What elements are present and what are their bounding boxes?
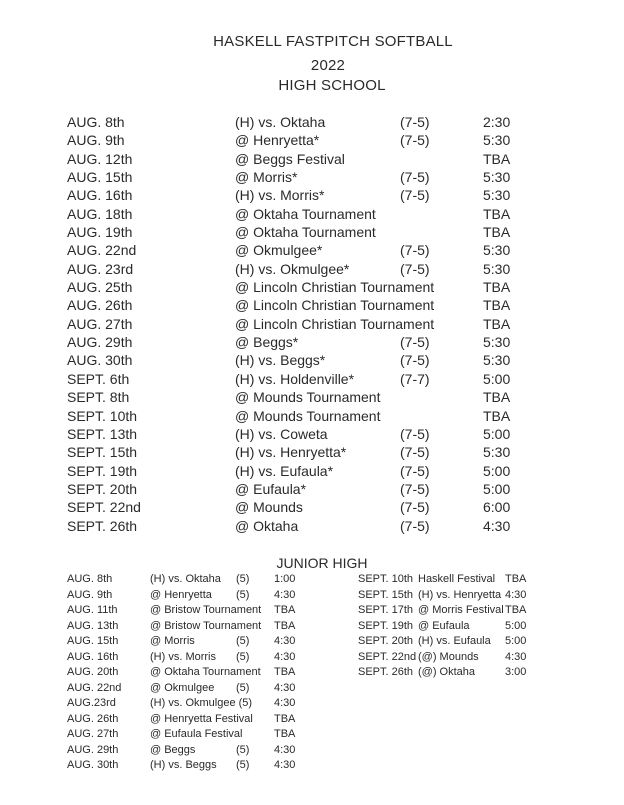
game-time: TBA bbox=[483, 389, 511, 406]
game-innings: (5) bbox=[236, 635, 250, 647]
game-opponent: (H) vs. Eufaula bbox=[418, 635, 491, 647]
game-innings: (7-5) bbox=[400, 114, 430, 130]
schedule-row bbox=[0, 131, 624, 149]
schedule-row bbox=[0, 425, 624, 443]
game-opponent: @ Henryetta bbox=[150, 588, 212, 601]
game-innings: (7-5) bbox=[400, 169, 430, 186]
schedule-row bbox=[0, 315, 624, 333]
game-opponent: (H) vs. Oktaha bbox=[235, 114, 326, 130]
game-date: AUG. 26th bbox=[67, 297, 133, 314]
game-time: TBA bbox=[483, 407, 511, 424]
game-time: 5:00 bbox=[483, 370, 511, 387]
game-opponent: @ Beggs* bbox=[235, 334, 299, 351]
game-date: SEPT. 10th bbox=[67, 407, 138, 424]
game-date: AUG. 8th bbox=[67, 114, 125, 130]
game-date: AUG. 30th bbox=[67, 759, 119, 771]
game-innings: (7-5) bbox=[400, 260, 430, 277]
game-time: 5:30 bbox=[483, 242, 511, 259]
schedule-row bbox=[0, 278, 624, 296]
game-opponent: @ Mounds bbox=[235, 499, 303, 516]
game-opponent: @ Okmulgee bbox=[150, 681, 215, 694]
schedule-row bbox=[0, 712, 340, 728]
game-time: 4:30 bbox=[505, 588, 527, 601]
game-opponent: @ Morris Festival bbox=[418, 604, 504, 616]
game-innings: (7-5) bbox=[400, 444, 430, 461]
game-opponent: @ Okmulgee* bbox=[235, 242, 323, 259]
game-time: 5:30 bbox=[483, 132, 511, 149]
game-innings: (5) bbox=[236, 588, 250, 601]
game-time: 4:30 bbox=[483, 517, 511, 534]
game-date: AUG. 23rd bbox=[67, 260, 134, 277]
game-date: SEPT. 8th bbox=[67, 389, 130, 406]
schedule-row bbox=[0, 603, 624, 619]
schedule-row bbox=[0, 205, 624, 223]
junior-high-schedule-right bbox=[0, 572, 624, 681]
game-opponent: @ Oktaha Tournament bbox=[235, 205, 376, 222]
schedule-row bbox=[0, 727, 340, 743]
game-innings: (7-5) bbox=[400, 132, 430, 149]
game-date: SEPT. 26th bbox=[358, 666, 414, 678]
game-time: TBA bbox=[274, 604, 296, 616]
schedule-year: 2022 bbox=[310, 57, 346, 74]
game-opponent: @ Bristow Tournament bbox=[150, 604, 262, 616]
game-opponent: (H) vs. Morris bbox=[150, 650, 216, 663]
game-time: 1:00 bbox=[274, 573, 296, 585]
game-time: 5:00 bbox=[483, 462, 511, 479]
game-time: 4:30 bbox=[505, 650, 527, 663]
schedule-row bbox=[0, 517, 624, 535]
game-date: AUG. 22nd bbox=[67, 681, 122, 694]
game-date: AUG. 15th bbox=[67, 635, 119, 647]
game-date: AUG. 11th bbox=[67, 604, 118, 616]
game-date: SEPT. 10th bbox=[358, 573, 414, 585]
game-time: 5:30 bbox=[483, 169, 511, 186]
game-time: 4:30 bbox=[274, 697, 296, 709]
game-opponent: @ Lincoln Christian Tournament bbox=[235, 279, 435, 296]
game-date: SEPT. 19th bbox=[67, 462, 138, 479]
game-opponent: @ Morris* bbox=[235, 169, 298, 186]
game-innings: (5) bbox=[236, 573, 250, 585]
schedule-title: HASKELL FASTPITCH SOFTBALL bbox=[213, 33, 453, 50]
game-opponent: (@) Oktaha bbox=[418, 666, 476, 678]
game-innings: (7-5) bbox=[400, 352, 430, 369]
game-opponent: @ Oktaha Tournament bbox=[235, 224, 376, 241]
game-date: AUG. 29th bbox=[67, 334, 133, 351]
game-date: SEPT. 15th bbox=[67, 444, 138, 461]
game-date: AUG. 15th bbox=[67, 169, 133, 186]
game-time: 4:30 bbox=[274, 681, 296, 694]
game-date: AUG. 25th bbox=[67, 279, 133, 296]
game-time: 5:30 bbox=[483, 187, 511, 204]
game-date: AUG. 18th bbox=[67, 205, 133, 222]
game-time: TBA bbox=[483, 205, 511, 222]
game-date: AUG. 29th bbox=[67, 743, 119, 756]
game-date: SEPT. 17th bbox=[358, 604, 414, 616]
schedule-row bbox=[0, 351, 624, 369]
schedule-row bbox=[0, 241, 624, 259]
game-opponent: @ Beggs bbox=[150, 743, 196, 756]
schedule-row bbox=[0, 370, 624, 388]
game-opponent: (H) vs. Beggs* bbox=[235, 352, 326, 369]
schedule-row bbox=[0, 588, 624, 604]
schedule-row bbox=[0, 743, 340, 759]
game-time: 5:30 bbox=[483, 444, 511, 461]
game-opponent: @ Mounds Tournament bbox=[235, 407, 381, 424]
game-innings: (7-5) bbox=[400, 242, 430, 259]
game-time: 3:00 bbox=[505, 666, 527, 678]
game-date: AUG. 27th bbox=[67, 728, 119, 740]
game-time: TBA bbox=[274, 619, 296, 632]
game-opponent: @ Henryetta* bbox=[235, 132, 320, 149]
game-date: AUG. 12th bbox=[67, 150, 133, 167]
schedule-row bbox=[0, 388, 624, 406]
schedule-row bbox=[0, 480, 624, 498]
game-opponent: @ Lincoln Christian Tournament bbox=[235, 297, 435, 314]
game-time: 6:00 bbox=[483, 499, 511, 516]
game-opponent: (H) vs. Coweta bbox=[235, 425, 328, 442]
junior-high-title: JUNIOR HIGH bbox=[276, 555, 368, 571]
game-date: AUG. 20th bbox=[67, 666, 119, 678]
game-time: 5:30 bbox=[483, 352, 511, 369]
game-time: 4:30 bbox=[274, 743, 296, 756]
game-time: 5:00 bbox=[483, 480, 511, 497]
game-date: AUG. 30th bbox=[67, 352, 133, 369]
game-innings: (7-5) bbox=[400, 480, 430, 497]
game-opponent: @ Beggs Festival bbox=[235, 150, 345, 167]
game-date: SEPT. 13th bbox=[67, 425, 138, 442]
game-date: SEPT. 6th bbox=[67, 370, 130, 387]
game-time: 4:30 bbox=[274, 759, 296, 771]
schedule-row bbox=[0, 168, 624, 186]
game-opponent: @ Eufaula* bbox=[235, 480, 307, 497]
game-time: 5:30 bbox=[483, 260, 511, 277]
game-time: 4:30 bbox=[274, 588, 296, 601]
schedule-row bbox=[0, 443, 624, 461]
schedule-row bbox=[0, 634, 624, 650]
game-time: TBA bbox=[274, 712, 296, 725]
game-opponent: @ Lincoln Christian Tournament bbox=[235, 315, 435, 332]
game-time: 5:30 bbox=[483, 334, 511, 351]
game-opponent: (H) vs. Henryetta* bbox=[235, 444, 347, 461]
game-time: TBA bbox=[483, 315, 511, 332]
high-school-schedule bbox=[0, 113, 624, 535]
game-innings: (7-5) bbox=[400, 462, 430, 479]
game-time: TBA bbox=[483, 150, 511, 167]
schedule-row bbox=[0, 260, 624, 278]
game-date: AUG.23rd bbox=[67, 697, 116, 709]
schedule-row bbox=[0, 333, 624, 351]
game-innings: (5) bbox=[236, 759, 250, 771]
game-opponent: (@) Mounds bbox=[418, 650, 479, 663]
game-date: AUG. 16th bbox=[67, 650, 119, 663]
game-opponent: (H) vs. Morris* bbox=[235, 187, 325, 204]
game-opponent: (H) vs. Eufaula* bbox=[235, 462, 334, 479]
schedule-row bbox=[0, 407, 624, 425]
game-innings: (7-5) bbox=[400, 187, 430, 204]
game-time: TBA bbox=[505, 573, 527, 585]
schedule-row bbox=[0, 186, 624, 204]
schedule-row bbox=[0, 619, 624, 635]
schedule-row bbox=[0, 113, 624, 131]
game-time: TBA bbox=[483, 279, 511, 296]
game-innings: (5) bbox=[236, 743, 250, 756]
game-time: 5:00 bbox=[505, 619, 527, 632]
game-time: 5:00 bbox=[483, 425, 511, 442]
game-time: 4:30 bbox=[274, 650, 296, 663]
game-date: AUG. 27th bbox=[67, 315, 133, 332]
game-time: TBA bbox=[505, 604, 527, 616]
game-date: SEPT. 15th bbox=[358, 588, 414, 601]
schedule-row bbox=[0, 462, 624, 480]
schedule-row bbox=[0, 296, 624, 314]
game-opponent: @ Bristow Tournament bbox=[150, 619, 262, 632]
game-opponent: @ Henryetta Festival bbox=[150, 712, 253, 725]
game-date: SEPT. 22nd bbox=[358, 650, 417, 663]
game-date: SEPT. 20th bbox=[67, 480, 138, 497]
game-date: AUG. 9th bbox=[67, 588, 113, 601]
schedule-row bbox=[0, 150, 624, 168]
game-date: AUG. 13th bbox=[67, 619, 119, 632]
game-date: AUG. 22nd bbox=[67, 242, 137, 259]
game-date: AUG. 8th bbox=[67, 573, 113, 585]
game-date: AUG. 16th bbox=[67, 187, 133, 204]
game-time: TBA bbox=[483, 224, 511, 241]
schedule-row bbox=[0, 681, 340, 697]
schedule-row bbox=[0, 498, 624, 516]
game-innings: (7-5) bbox=[400, 334, 430, 351]
schedule-row bbox=[0, 665, 624, 681]
game-innings: (5) bbox=[236, 650, 250, 663]
game-opponent: @ Mounds Tournament bbox=[235, 389, 381, 406]
game-time: 2:30 bbox=[483, 114, 511, 130]
game-date: SEPT. 22nd bbox=[67, 499, 141, 516]
game-opponent: @ Oktaha Tournament bbox=[150, 666, 261, 678]
schedule-row bbox=[0, 572, 624, 588]
game-opponent: (H) vs. Oktaha bbox=[150, 573, 221, 585]
game-date: AUG. 19th bbox=[67, 224, 133, 241]
game-opponent: @ Oktaha bbox=[235, 517, 299, 534]
game-time: TBA bbox=[274, 666, 296, 678]
game-time: TBA bbox=[274, 728, 296, 740]
game-innings: (5) bbox=[236, 681, 250, 694]
game-opponent: @ Eufaula Festival bbox=[150, 728, 243, 740]
schedule-row bbox=[0, 223, 624, 241]
schedule-row bbox=[0, 650, 624, 666]
game-date: AUG. 9th bbox=[67, 132, 125, 149]
game-date: SEPT. 20th bbox=[358, 635, 414, 647]
game-innings: (7-7) bbox=[400, 370, 430, 387]
game-innings: (7-5) bbox=[400, 499, 430, 516]
game-opponent: @ Morris bbox=[150, 635, 195, 647]
game-time: 4:30 bbox=[274, 635, 296, 647]
game-opponent: @ Eufaula bbox=[418, 619, 470, 632]
game-date: SEPT. 19th bbox=[358, 619, 414, 632]
game-opponent: (H) vs. Okmulgee* bbox=[235, 260, 350, 277]
game-time: TBA bbox=[483, 297, 511, 314]
game-opponent: (H) vs. Okmulgee (5) bbox=[150, 697, 253, 709]
game-innings: (7-5) bbox=[400, 425, 430, 442]
schedule-row bbox=[0, 758, 340, 774]
game-time: 5:00 bbox=[505, 635, 527, 647]
game-opponent: Haskell Festival bbox=[418, 573, 496, 585]
game-opponent: (H) vs. Holdenville* bbox=[235, 370, 355, 387]
schedule-row bbox=[0, 696, 340, 712]
game-date: SEPT. 26th bbox=[67, 517, 138, 534]
game-date: AUG. 26th bbox=[67, 712, 119, 725]
game-opponent: (H) vs. Henryetta bbox=[418, 588, 502, 601]
game-opponent: (H) vs. Beggs bbox=[150, 759, 217, 771]
game-innings: (7-5) bbox=[400, 517, 430, 534]
schedule-level: HIGH SCHOOL bbox=[278, 77, 386, 94]
